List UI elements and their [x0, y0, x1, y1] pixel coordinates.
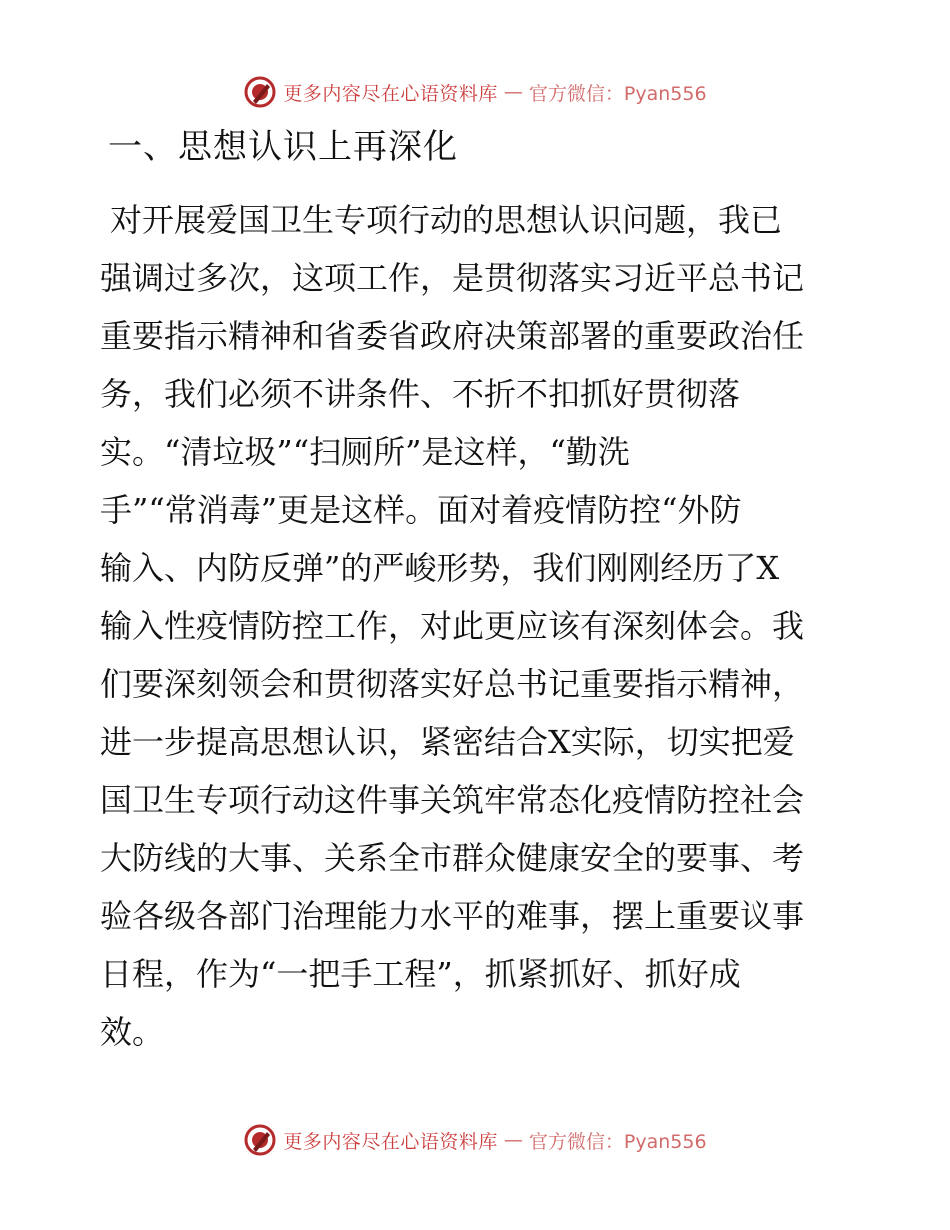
header-watermark-banner: [0, 72, 950, 112]
watermark-brand-text: 更多内容尽在心语资料库: [283, 1130, 498, 1153]
paragraph-line: 验各级各部门治理能力水平的难事，摆上重要议事: [100, 897, 805, 935]
paragraph-line: 们要深刻领会和贯彻落实好总书记重要指示精神，: [100, 665, 805, 703]
brand-logo-icon: [243, 1123, 277, 1157]
paragraph-line: 进一步提高思想认识，紧密结合X实际，切实把爱: [100, 723, 795, 761]
footer-watermark-banner: [0, 1120, 950, 1160]
watermark-wechat-text: 官方微信：Pyan556: [528, 82, 707, 105]
section-heading: 一、思想认识上再深化: [108, 127, 458, 167]
watermark-brand-text: 更多内容尽在心语资料库: [283, 82, 498, 105]
paragraph-line: 输入、内防反弹”的严峻形势，我们刚刚经历了X: [100, 549, 780, 587]
paragraph-line: 输入性疫情防控工作，对此更应该有深刻体会。我: [100, 607, 805, 645]
paragraph-line: 务，我们必须不讲条件、不折不扣抓好贯彻落: [100, 375, 741, 413]
paragraph-line: 实。“清垃圾”“扫厕所”是这样，“勤洗: [100, 433, 630, 471]
watermark-wechat-text: 官方微信：Pyan556: [528, 1130, 707, 1153]
watermark-separator: —: [503, 1129, 523, 1151]
paragraph-line: 日程，作为“一把手工程”，抓紧抓好、抓好成: [100, 955, 741, 993]
paragraph-line: 国卫生专项行动这件事关筑牢常态化疫情防控社会: [100, 781, 805, 819]
paragraph-line: 手”“常消毒”更是这样。面对着疫情防控“外防: [100, 491, 742, 529]
paragraph-line: 强调过多次，这项工作，是贯彻落实习近平总书记: [100, 259, 805, 297]
brand-logo-icon: [243, 75, 277, 109]
watermark-separator: —: [503, 81, 523, 103]
paragraph-line: 大防线的大事、关系全市群众健康安全的要事、考: [100, 839, 805, 877]
paragraph-line: 对开展爱国卫生专项行动的思想认识问题，我已: [110, 201, 783, 239]
paragraph-line: 效。: [100, 1013, 165, 1051]
paragraph-line: 重要指示精神和省委省政府决策部署的重要政治任: [100, 317, 805, 355]
